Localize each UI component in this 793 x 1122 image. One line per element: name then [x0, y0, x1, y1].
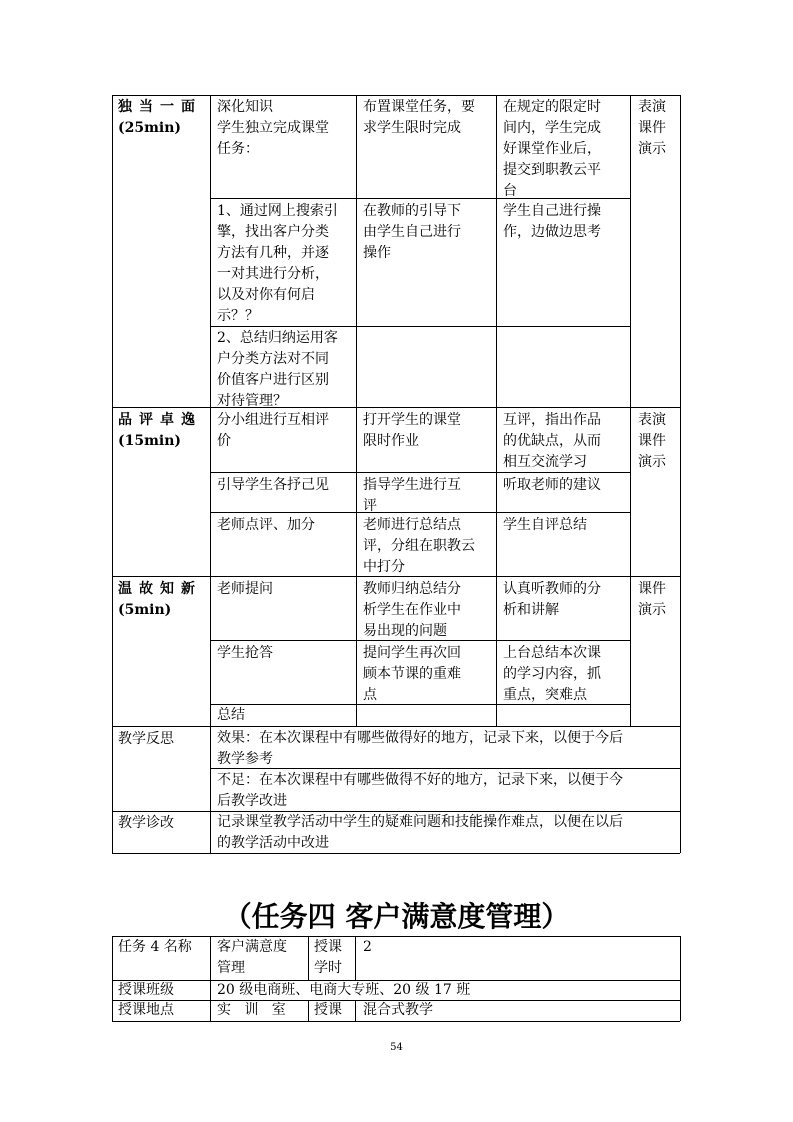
- student-activity: 学生自己进行操 作，边做边思考: [503, 203, 601, 240]
- task-mode-label: 授课: [314, 1002, 342, 1018]
- phase-tools: 课件 演示: [638, 581, 666, 618]
- teacher-activity: 布置课堂任务，要 求学生限时完成: [363, 99, 475, 136]
- student-activity: 听取老师的建议: [503, 477, 601, 493]
- student-activity: 学生自评总结: [503, 517, 587, 533]
- activity-content: 老师提问: [217, 581, 273, 597]
- phase-name: 品评卓逸: [118, 412, 202, 428]
- student-activity: 互评，指出作品 的优缺点，从而 相互交流学习: [503, 412, 601, 470]
- task-hours-label: 授课 学时: [314, 939, 342, 976]
- teacher-activity: 提问学生再次回 顾本节课的重难 点: [363, 645, 461, 703]
- page-number: 54: [390, 1042, 403, 1053]
- phase-name: 温故知新: [118, 581, 202, 597]
- task-heading: （任务四 客户满意度管理）: [223, 900, 570, 933]
- reflection-shortfall: 不足：在本次课程中有哪些做得不好的地方，记录下来，以便于今 后教学改进: [217, 772, 623, 809]
- activity-content: 分小组进行互相评 价: [217, 412, 329, 449]
- reflection-label: 教学反思: [118, 731, 174, 747]
- activity-content: 引导学生各抒己见: [217, 477, 329, 493]
- teacher-activity: 在教师的引导下 由学生自己进行 操作: [363, 203, 461, 261]
- activity-content: 2、总结归纳运用客 户分类方法对不同 价值客户进行区别 对待管理？: [217, 330, 338, 409]
- task-mode-value: 混合式教学: [363, 1002, 433, 1018]
- activity-content: 老师点评、加分: [217, 517, 315, 533]
- phase-duration: (5min): [118, 602, 172, 618]
- phase-tools: 表演 课件 演示: [638, 99, 666, 157]
- student-activity: 上台总结本次课 的学习内容，抓 重点，突难点: [503, 645, 601, 703]
- diagnosis-label: 教学诊改: [118, 815, 174, 831]
- task-place-value: 实 训 室: [217, 1002, 286, 1018]
- task-name-label: 任务 4 名称: [118, 939, 192, 955]
- student-activity: 在规定的限定时 间内，学生完成 好课堂作业后， 提交到职教云平 台: [503, 99, 601, 199]
- phase-tools: 表演 课件 演示: [638, 412, 666, 470]
- task-hours-value: 2: [363, 939, 372, 955]
- task-class-value: 20 级电商班、电商大专班、20 级 17 班: [217, 982, 471, 998]
- teacher-activity: 教师归纳总结分 析学生在作业中 易出现的问题: [363, 581, 461, 639]
- phase-duration: (15min): [118, 433, 182, 449]
- task-class-label: 授课班级: [118, 982, 174, 998]
- diagnosis-text: 记录课堂教学活动中学生的疑难问题和技能操作难点，以便在以后 的教学活动中改进: [217, 814, 623, 851]
- activity-content: 1、通过网上搜索引 擎，找出客户分类 方法有几种，并逐 一对其进行分析， 以及对你有何启 示？？: [217, 203, 338, 324]
- activity-content: 学生抢答: [217, 645, 273, 661]
- student-activity: 认真听教师的分 析和讲解: [503, 581, 601, 618]
- teacher-activity: 老师进行总结点 评，分组在职教云 中打分: [363, 517, 475, 575]
- phase-name: 独当一面: [118, 99, 202, 115]
- activity-content: 总结: [217, 707, 245, 723]
- task-name-value: 客户满意度 管理: [217, 939, 287, 976]
- teacher-activity: 打开学生的课堂 限时作业: [363, 412, 461, 449]
- task-place-label: 授课地点: [118, 1002, 174, 1018]
- phase-duration: (25min): [118, 120, 182, 136]
- reflection-effect: 效果：在本次课程中有哪些做得好的地方，记录下来，以便于今后 教学参考: [217, 730, 623, 767]
- teacher-activity: 指导学生进行互 评: [363, 477, 461, 514]
- activity-content: 深化知识 学生独立完成课堂 任务：: [217, 99, 329, 157]
